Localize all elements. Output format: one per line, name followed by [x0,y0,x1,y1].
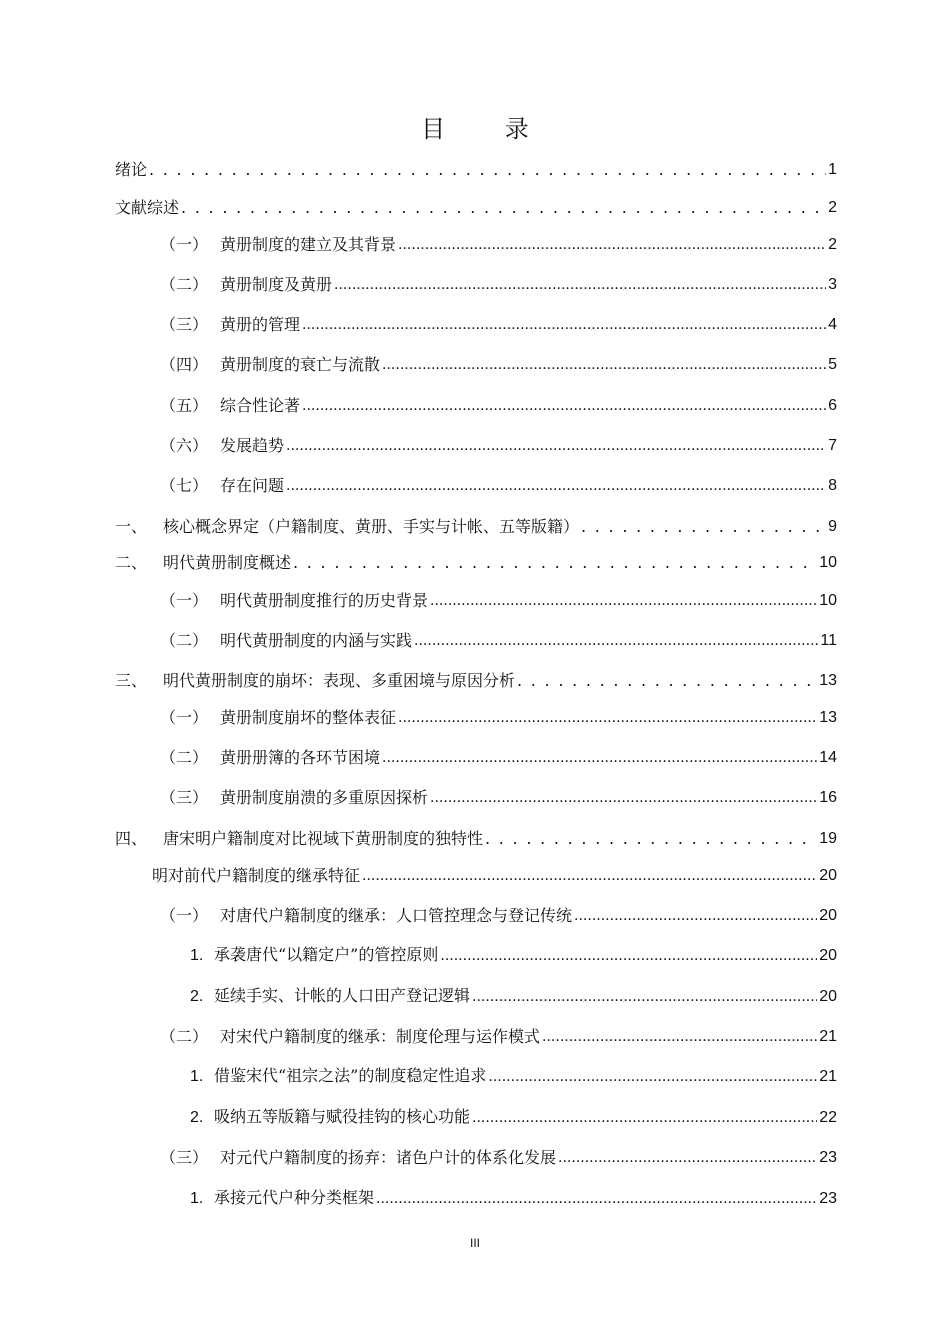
toc-entry-label: 黄册册簿的各环节困境 [220,748,381,767]
toc-entry-number: 1. [190,1190,204,1207]
toc-entry-number: 1. [190,947,204,964]
toc-entry-page: 14 [819,749,837,766]
toc-entry-label: 发展趋势 [220,436,285,455]
toc-entry-page: 11 [820,632,837,649]
toc-entry-label: 唐宋明户籍制度对比视域下黄册制度的独特性 [163,829,484,848]
toc-entry[interactable] [115,669,837,693]
toc-entry-page: 16 [819,789,837,806]
toc-entry-number: （三） [160,315,209,334]
toc-entry[interactable] [160,904,837,928]
dot-leader [398,232,826,257]
toc-entry-label: 明代黄册制度推行的历史背景 [220,591,429,610]
dot-leader [542,1024,817,1049]
page-number: III [469,1236,480,1250]
toc-entry-label: 对宋代户籍制度的继承：制度伦理与运作模式 [220,1027,541,1046]
toc-entry[interactable] [160,434,837,458]
toc-entry-label: 黄册制度崩坏的整体表征 [220,708,397,727]
toc-entry-label: 延续手实、计帐的人口田产登记逻辑 [214,986,471,1005]
toc-entry[interactable] [160,273,837,297]
toc-entry-label: 黄册制度的衰亡与流散 [220,355,381,374]
toc-entry-page: 10 [819,592,837,609]
toc-entry[interactable] [160,746,837,770]
dot-leader [293,551,817,575]
toc-entry[interactable] [160,1025,837,1049]
toc-entry-number: 二、 [115,553,148,572]
toc-entry-label: 绪论 [115,160,148,179]
toc-entry-page: 4 [828,316,837,333]
toc-entry-label: 明代黄册制度的内涵与实践 [220,631,413,650]
toc-entry[interactable] [115,551,837,575]
toc-entry-page: 20 [819,867,837,884]
toc-entry[interactable] [190,1065,837,1089]
toc-entry-number: 2. [190,1109,204,1126]
toc-entry-label: 借鉴宋代“祖宗之法”的制度稳定性追求 [214,1066,487,1085]
toc-entry[interactable] [190,944,837,968]
toc-entry-page: 19 [819,830,837,847]
dot-leader [382,352,826,377]
toc-entry-label: 承接元代户种分类框架 [214,1188,375,1207]
dot-leader [334,272,826,297]
toc-entry[interactable] [115,196,837,220]
toc-entry[interactable] [160,233,837,257]
toc-entry-label: 黄册制度的建立及其背景 [220,235,397,254]
toc-entry-label: 黄册的管理 [220,315,301,334]
dot-leader [581,515,826,539]
toc-entry[interactable] [160,589,837,613]
toc-entry[interactable] [190,1187,837,1211]
toc-entry[interactable] [115,515,837,539]
toc-entry-label: 综合性论著 [220,396,301,415]
dot-leader [430,588,817,613]
toc-entry-page: 23 [819,1190,837,1207]
dot-leader [440,943,817,968]
toc-entry[interactable] [160,313,837,337]
toc-entry-label: 文献综述 [115,198,180,217]
dot-leader [517,669,817,693]
toc-entry-number: （六） [160,436,209,455]
dot-leader [485,827,817,851]
toc-entry-label: 明代黄册制度概述 [163,553,292,572]
toc-entry[interactable] [115,827,837,851]
toc-entry-label: 对元代户籍制度的扬弃：诸色户计的体系化发展 [220,1148,557,1167]
dot-leader [149,158,826,182]
toc-entry-page: 20 [819,947,837,964]
dot-leader [286,433,826,458]
toc-entry-page: 7 [828,437,837,454]
toc-entry-page: 10 [819,554,837,571]
toc-entry-label: 黄册制度崩溃的多重原因探析 [220,788,429,807]
toc-entry-page: 3 [828,276,837,293]
toc-entry[interactable] [115,158,837,182]
dot-leader [302,393,826,418]
toc-entry-number: （一） [160,235,209,254]
dot-leader [376,1186,817,1211]
toc-entry-page: 6 [828,397,837,414]
toc-entry-label: 明对前代户籍制度的继承特征 [152,866,361,885]
toc-entry[interactable] [160,474,837,498]
toc-entry-page: 13 [819,709,837,726]
dot-leader [398,705,817,730]
dot-leader [472,984,817,1009]
toc-entry-number: 三、 [115,671,148,690]
dot-leader [472,1105,817,1130]
toc-entry-page: 22 [819,1109,837,1126]
toc-entry-number: 四、 [115,829,148,848]
toc-entry[interactable] [160,394,837,418]
toc-entry[interactable] [160,1146,837,1170]
toc-entry-page: 8 [828,477,837,494]
toc-entry-page: 2 [828,199,837,216]
dot-leader [286,473,826,498]
toc-title: 目 录 [421,115,555,143]
toc-entry-page: 1 [828,161,837,178]
toc-entry-number: （二） [160,748,209,767]
toc-entry-number: （一） [160,906,209,925]
dot-leader [181,196,826,220]
toc-entry[interactable] [190,1106,837,1130]
toc-entry-number: 2. [190,988,204,1005]
toc-entry[interactable] [160,353,837,377]
toc-entry-number: （七） [160,476,209,495]
dot-leader [488,1064,817,1089]
toc-entry-page: 23 [819,1149,837,1166]
toc-entry-label: 明代黄册制度的崩坏：表现、多重困境与原因分析 [163,671,516,690]
dot-leader [382,745,817,770]
toc-entry-page: 5 [828,356,837,373]
toc-entry-label: 吸纳五等版籍与赋役挂钩的核心功能 [214,1107,471,1126]
toc-entry[interactable] [152,864,837,888]
toc-entry-number: （二） [160,631,209,650]
toc-entry-number: （二） [160,275,209,294]
toc-entry-number: （四） [160,355,209,374]
toc-entry-page: 21 [819,1028,837,1045]
toc-entry[interactable] [160,786,837,810]
toc-entry-number: （五） [160,396,209,415]
dot-leader [574,903,817,928]
toc-entry-number: （三） [160,788,209,807]
toc-entry-page: 13 [819,672,837,689]
toc-entry-page: 20 [819,988,837,1005]
toc-entry-number: （一） [160,708,209,727]
toc-entry-label: 对唐代户籍制度的继承：人口管控理念与登记传统 [220,906,573,925]
dot-leader [430,785,817,810]
toc-entry[interactable] [190,985,837,1009]
toc-entry[interactable] [160,629,837,653]
toc-entry-label: 存在问题 [220,476,285,495]
toc-entry-label: 承袭唐代“以籍定户”的管控原则 [214,945,439,964]
toc-entry-page: 2 [828,236,837,253]
toc-entry-number: （三） [160,1148,209,1167]
toc-entry-page: 21 [819,1068,837,1085]
toc-entry-number: 一、 [115,517,148,536]
toc-entry-number: 1. [190,1068,204,1085]
dot-leader [362,863,817,888]
toc-entry-label: 核心概念界定（户籍制度、黄册、手实与计帐、五等版籍） [163,517,580,536]
toc-entry-label: 黄册制度及黄册 [220,275,333,294]
toc-entry-number: （一） [160,591,209,610]
dot-leader [302,312,826,337]
toc-entry-page: 9 [828,518,837,535]
dot-leader [558,1145,817,1170]
toc-entry-number: （二） [160,1027,209,1046]
toc-entry[interactable] [160,706,837,730]
dot-leader [414,628,818,653]
toc-entry-page: 20 [819,907,837,924]
